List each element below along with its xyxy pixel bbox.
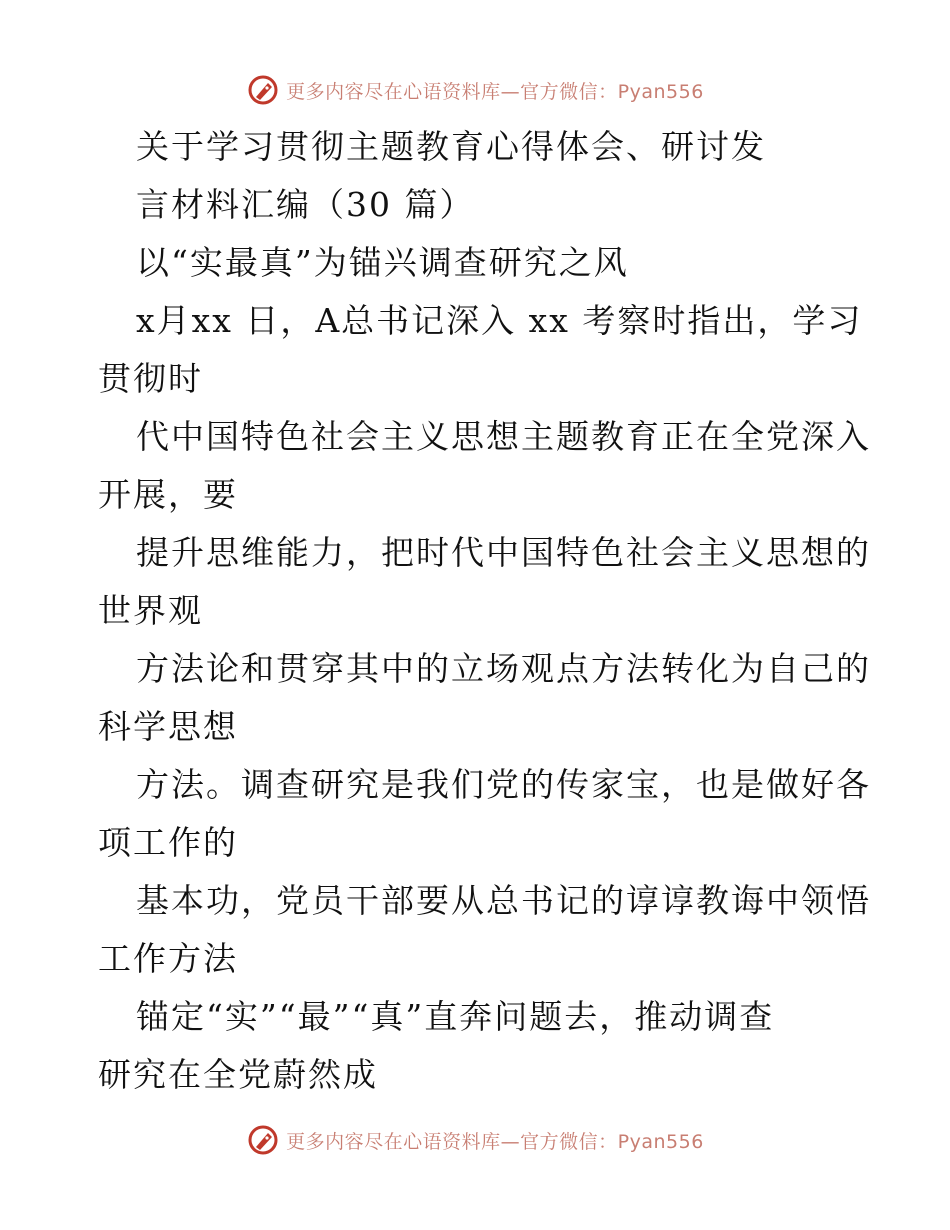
pen-nib-seal-icon [246, 1123, 280, 1157]
document-line: 开展，要 [98, 475, 238, 514]
footer-banner [0, 1120, 950, 1160]
document-line: 研究在全党蔚然成 [98, 1055, 378, 1094]
document-line: 项工作的 [98, 823, 238, 862]
document-line: 言材料汇编（30 篇） [136, 185, 475, 224]
document-line: 基本功，党员干部要从总书记的谆谆教诲中领悟 [136, 881, 871, 920]
pen-nib-seal-icon [246, 73, 280, 107]
document-line: 方法。调查研究是我们党的传家宝，也是做好各 [136, 765, 871, 804]
document-line: 世界观 [98, 591, 203, 630]
document-line: x月xx 日，A总书记深入 xx 考察时指出，学习 [136, 301, 863, 340]
header-banner [0, 70, 950, 110]
document-line: 以“实最真”为锚兴调查研究之风 [136, 243, 629, 282]
document-line: 锚定“实”“最”“真”直奔问题去，推动调查 [136, 997, 775, 1036]
document-line: 关于学习贯彻主题教育心得体会、研讨发 [136, 127, 766, 166]
header-banner-text: 更多内容尽在心语资料库—官方微信：Pyan556 [286, 80, 704, 103]
footer-banner-text: 更多内容尽在心语资料库—官方微信：Pyan556 [286, 1130, 704, 1153]
document-body [98, 118, 871, 1104]
document-line: 贯彻时 [98, 359, 203, 398]
document-line: 工作方法 [98, 939, 238, 978]
document-line: 代中国特色社会主义思想主题教育正在全党深入 [136, 417, 871, 456]
document-line: 提升思维能力，把时代中国特色社会主义思想的 [136, 533, 871, 572]
document-line: 方法论和贯穿其中的立场观点方法转化为自己的 [136, 649, 871, 688]
document-line: 科学思想 [98, 707, 238, 746]
